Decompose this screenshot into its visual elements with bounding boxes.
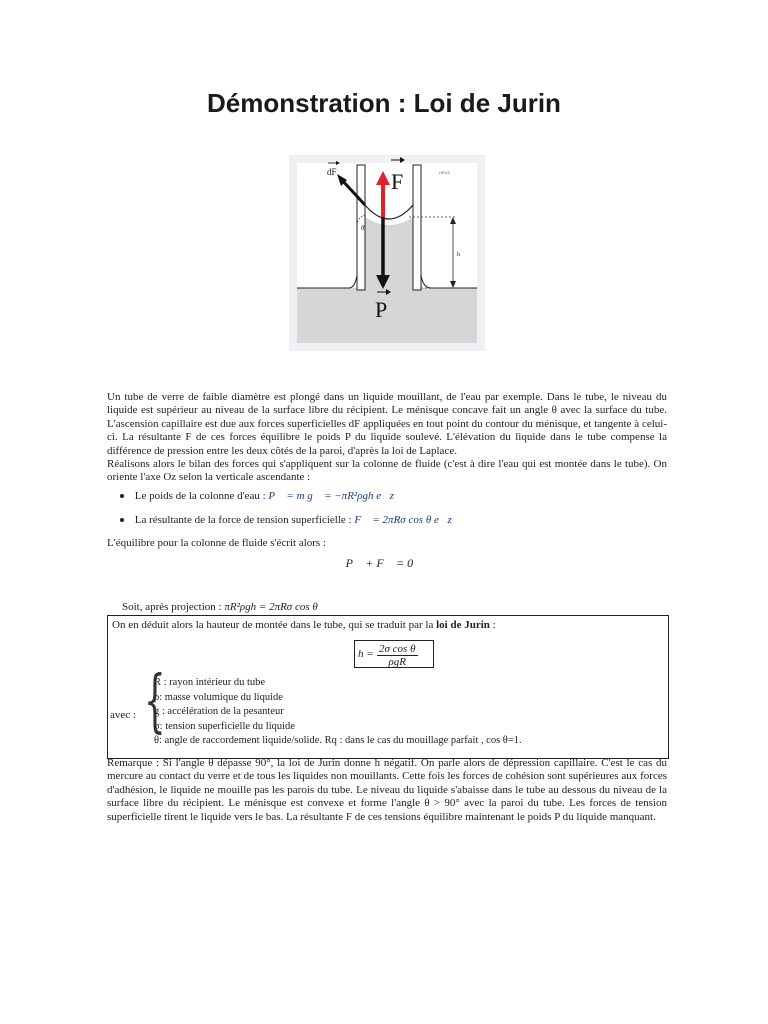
- equilibrium-equation: P⃗ + F⃗ = 0⃗: [345, 556, 423, 570]
- F-label: F: [391, 169, 404, 194]
- bullet-weight: [120, 490, 394, 502]
- tube-wall-right: [413, 165, 421, 290]
- box-intro-bold: loi de Jurin: [436, 619, 490, 631]
- h-label: h: [457, 252, 460, 258]
- liquid-column: [365, 217, 413, 288]
- definition-item: g : accélération de la pesanteur: [154, 706, 284, 717]
- figure-corner-label: HEUK: [439, 170, 451, 175]
- formula-numerator: 2σ cos θ: [379, 643, 416, 655]
- formula-lhs: h =: [358, 648, 374, 660]
- box-intro-text: On en déduit alors la hauteur de montée dans le tube, qui se traduit par la: [112, 619, 434, 631]
- definition-item: ρ: masse volumique du liquide: [154, 691, 283, 703]
- P-label: P: [375, 297, 388, 322]
- projection-text: Soit, après projection :: [122, 601, 222, 613]
- box-intro-colon: :: [492, 619, 496, 631]
- definitions-list: [154, 676, 522, 749]
- curly-brace: {: [144, 662, 166, 741]
- intro-paragraph: Un tube de verre de faible diamètre est plongé dans un liquide mouillant, de l'eau par exemple. Dans le tube, le niveau du liquide est supérieur au niveau de la surface libre du récipient. Le ménisque concave fait un angle θ avec la surface du tube. L'ascension capillaire est due aux forces superficielles dF appliquées en tout point du contour du ménisque, et tangente à celui-ci. La résultante F de ces forces équilibre le poids P du liquide soulevé. L'élévation du liquide dans le tube compense la différence de pression entre les deux côtés de la paroi, d'après la loi de Laplace.: [107, 391, 667, 457]
- tension-equation: F⃗ = 2πRσ cos θ e⃗z: [354, 514, 452, 526]
- bullet-weight-text: Le poids de la colonne d'eau :: [134, 490, 266, 502]
- bullet-tension: [120, 514, 452, 526]
- formula-denominator: ρgR: [388, 656, 406, 668]
- avec-label: avec :: [110, 709, 136, 721]
- theta-label: θ: [361, 224, 365, 232]
- projection-equation: πR²ρgh = 2πRσ cos θ: [224, 601, 318, 613]
- weight-equation: P⃗ = m g⃗ = −πR²ρgh e⃗z: [268, 490, 394, 502]
- definition-item: σ: tension superficielle du liquide: [154, 720, 295, 732]
- jurin-law-box: [107, 615, 669, 759]
- bullet-tension-text: La résultante de la force de tension superficielle :: [134, 514, 352, 526]
- definition-item: θ: angle de raccordement liquide/solide. Rq : dans le cas du mouillage parfait , cos θ=1.: [154, 735, 522, 746]
- bullet-dot: [120, 518, 124, 522]
- box-intro: [112, 619, 496, 631]
- page-title: Démonstration : Loi de Jurin: [207, 88, 561, 118]
- projection-line: [122, 601, 318, 613]
- formula-fraction: [377, 643, 418, 668]
- jurin-formula: [354, 640, 434, 668]
- definition-item: R : rayon intérieur du tube: [154, 677, 266, 688]
- bullet-dot: [120, 494, 124, 498]
- equilibrium-text: L'équilibre pour la colonne de fluide s'écrit alors :: [107, 537, 327, 549]
- balance-paragraph: Réalisons alors le bilan des forces qui s'appliquent sur la colonne de fluide (c'est à dire l'eau qui est montée dans le tube). On oriente l'axe Oz selon la verticale ascendante :: [107, 458, 667, 484]
- dF-label: dF: [327, 167, 337, 177]
- capillary-figure: [289, 155, 485, 351]
- remark-paragraph: Remarque : Si l'angle θ dépasse 90°, la loi de Jurin donne h négatif. On parle alors de dépression capillaire. C'est le cas du mercure au contact du verre et de tous les liquides non mouillants. Cette fois les forces de cohésion sont supérieures aux forces d'adhésion, le liquide ne mouille pas les parois du tube. Le niveau du liquide s'abaisse dans le tube au dessous du niveau de la surface libre du récipient. Le ménisque est convexe et forme l'angle θ > 90° avec la paroi du tube. Les forces de tension superficielle tirent le liquide vers le bas. La résultante F de ces tensions équilibre maintenant le poids P du liquide manquant.: [107, 757, 667, 823]
